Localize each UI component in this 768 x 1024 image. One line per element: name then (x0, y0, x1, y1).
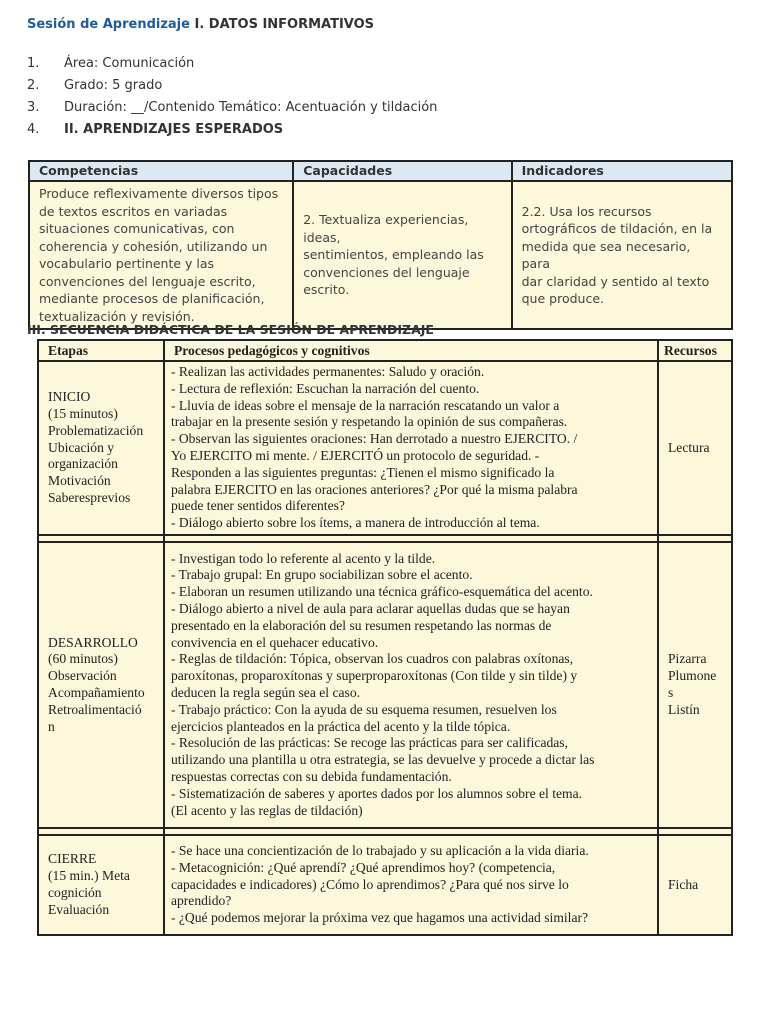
table-row-desarrollo (38, 542, 732, 828)
spacer-cell (164, 828, 658, 835)
etapa-desarrollo (38, 542, 164, 828)
indicador-cell (512, 181, 732, 329)
secuencia-table (37, 339, 733, 936)
text-line: deducen la regla según sea el caso. (170, 684, 361, 700)
recursos-inicio (658, 361, 732, 535)
text-line: CIERRE (48, 851, 97, 867)
info-item-number: 4. (27, 122, 40, 137)
text-line: Retroalimentació (48, 701, 142, 717)
text-line: - ¿Qué podemos mejorar la próxima vez que hagamos una actividad similar? (170, 910, 589, 926)
text-line: 2. Textualiza experiencias, ideas, (303, 212, 469, 245)
text-line: Ficha (668, 876, 699, 892)
text-line: Motivación (48, 473, 111, 489)
info-item-text: Área: Comunicación (64, 56, 195, 71)
text-line: Observación (48, 668, 117, 684)
text-line: ejercicios planteados en la práctica del acento y la tilde tópica. (170, 718, 511, 734)
info-item-text: Grado: 5 grado (64, 78, 163, 93)
procesos-cierre (164, 835, 658, 935)
text-line: INICIO (48, 389, 91, 405)
text-line: - Sistematización de saberes y aportes dados por los alumnos sobre el tema. (170, 785, 583, 801)
text-line: convenciones del lenguaje escrito, (39, 273, 256, 289)
text-line: organización (48, 456, 118, 472)
text-line: escrito. (303, 282, 350, 298)
session-label: Sesión de Aprendizaje (27, 17, 190, 32)
text-line: Acompañamiento (48, 684, 145, 700)
text-line: de textos escritos en variadas (39, 203, 228, 219)
capacidad-cell (293, 181, 511, 329)
etapa-inicio (38, 361, 164, 535)
spacer-cell (38, 828, 164, 835)
info-item-number: 1. (27, 56, 40, 71)
text-line: 2.2. Usa los recursos (521, 203, 652, 219)
text-line: - Lectura de reflexión: Escuchan la narración del cuento. (170, 380, 480, 396)
page-title (27, 17, 374, 32)
text-line: (60 minutos) (48, 651, 118, 667)
competencia-cell (29, 181, 293, 329)
text-line: Problematización (48, 422, 144, 438)
text-line: convenciones del lenguaje (303, 264, 470, 280)
text-line: - Elaboran un resumen utilizando una técnica gráfico-esquemática del acento. (170, 584, 593, 600)
text-line: cognición (48, 884, 102, 900)
text-line: Ubicación y (48, 439, 115, 455)
header-competencias: Competencias (29, 161, 293, 181)
text-line: situaciones comunicativas, con (39, 221, 235, 236)
recursos-cierre (658, 835, 732, 935)
row-spacer (38, 828, 732, 835)
competencias-table (28, 160, 733, 330)
text-line: ortográficos de tildación, en la (521, 221, 713, 236)
header-recursos: Recursos (658, 340, 732, 361)
text-line: - Resolución de las prácticas: Se recoge las prácticas para ser calificadas, (170, 735, 568, 751)
text-line: - Trabajo grupal: En grupo sociabilizan sobre el acento. (170, 567, 473, 583)
text-line: coherencia y cohesión, utilizando un (39, 238, 268, 254)
text-line: - Investigan todo lo referente al acento y la tilde. (170, 550, 436, 566)
text-line: mediante procesos de planificación, (39, 291, 265, 306)
table-row-inicio (38, 361, 732, 535)
text-line: convivencia en el quehacer educativo. (170, 634, 379, 650)
section-title-aprendizajes: II. APRENDIZAJES ESPERADOS (64, 122, 284, 137)
text-line: - Metacognición: ¿Qué aprendí? ¿Qué aprendimos hoy? (competencia, (170, 859, 556, 875)
text-line: (El acento y las reglas de tildación) (170, 802, 363, 818)
row-spacer (38, 535, 732, 542)
text-line: Responden a las siguientes preguntas: ¿Tienen el mismo significado la (170, 464, 555, 480)
spacer-cell (658, 828, 732, 835)
text-line: utilizando una plantilla u otra estrategia, se las devuelve y procede a dictar las (170, 752, 595, 768)
text-line: - Lluvia de ideas sobre el mensaje de la narración rescatando un valor a (170, 397, 560, 413)
text-line: presentado en la elaboración del su resumen respetando las normas de (170, 617, 552, 633)
table-row (29, 181, 732, 329)
text-line: - Diálogo abierto sobre los ítems, a manera de introducción al tema. (170, 515, 540, 531)
text-line: - Observan las siguientes oraciones: Han derrotado a nuestro EJERCITO. / (170, 431, 578, 447)
text-line: palabra EJERCITO en las oraciones anteriores? ¿Por qué la misma palabra (170, 481, 578, 497)
header-indicadores: Indicadores (512, 161, 732, 181)
text-line: (15 minutos) (48, 405, 118, 421)
info-item-text: Duración: __/Contenido Temático: Acentuación y tildación (64, 100, 438, 115)
text-line: sentimientos, empleando las (303, 247, 484, 263)
text-line: Listín (668, 701, 700, 717)
table-header-row (29, 161, 732, 181)
text-line: Lectura (668, 439, 710, 455)
text-line: - Trabajo práctico: Con la ayuda de su esquema resumen, resuelven los (170, 701, 557, 717)
text-line: textualización y revisión. (39, 308, 195, 324)
text-line: Plumone (668, 668, 717, 684)
header-capacidades: Capacidades (293, 161, 511, 181)
text-line: paroxítonas, proparoxítonas y superproparoxítonas (Con tilde y sin tilde) y (170, 668, 578, 684)
text-line: trabajar en la presente sesión y respetando la opinión de sus compañeras. (170, 414, 568, 430)
spacer-cell (38, 535, 164, 542)
text-line: - Reglas de tildación: Tópica, observan los cuadros con palabras oxítonas, (170, 651, 574, 667)
header-etapas: Etapas (38, 340, 164, 361)
text-line: que produce. (521, 291, 604, 306)
text-line: vocabulario pertinente y las (39, 256, 215, 271)
text-line: capacidades e indicadores) ¿Cómo lo aprendimos? ¿Para qué nos sirve lo (170, 876, 569, 892)
text-line: respuestas correctas con su debida fundamentación. (170, 768, 452, 784)
text-line: (15 min.) Meta (48, 868, 130, 884)
text-line: n (48, 718, 55, 734)
spacer-cell (164, 535, 658, 542)
text-line: Evaluación (48, 901, 110, 917)
text-line: aprendido? (170, 893, 232, 909)
procesos-inicio (164, 361, 658, 535)
info-item-number: 2. (27, 78, 40, 93)
text-line: - Realizan las actividades permanentes: Saludo y oración. (170, 364, 485, 379)
text-line: Yo EJERCITO mi mente. / EJERCITÓ un protocolo de seguridad. - (170, 447, 540, 463)
spacer-cell (658, 535, 732, 542)
text-line: - Diálogo abierto a nivel de aula para aclarar aquellas dudas que se hayan (170, 600, 570, 616)
text-line: medida que sea necesario, para (521, 238, 691, 271)
info-item-number: 3. (27, 100, 40, 115)
recursos-desarrollo (658, 542, 732, 828)
text-line: puede tener sentidos diferentes? (170, 498, 345, 514)
procesos-desarrollo (164, 542, 658, 828)
text-line: Produce reflexivamente diversos tipos (39, 186, 279, 201)
header-procesos: Procesos pedagógicos y cognitivos (164, 340, 658, 361)
text-line: - Se hace una concientización de lo trabajado y su aplicación a la vida diaria. (170, 842, 589, 858)
text-line: DESARROLLO (48, 634, 138, 650)
table-row-cierre (38, 835, 732, 935)
text-line: Saberesprevios (48, 489, 131, 505)
section-title-datos: I. DATOS INFORMATIVOS (194, 17, 375, 32)
section-title-secuencia: III. SECUENCIA DIDÁCTICA DE LA SESIÓN DE APRENDIZAJE (27, 322, 434, 337)
text-line: Pizarra (668, 651, 707, 667)
table-header-row (38, 340, 732, 361)
text-line: dar claridad y sentido al texto (521, 273, 710, 289)
etapa-cierre (38, 835, 164, 935)
text-line: s (668, 684, 674, 700)
